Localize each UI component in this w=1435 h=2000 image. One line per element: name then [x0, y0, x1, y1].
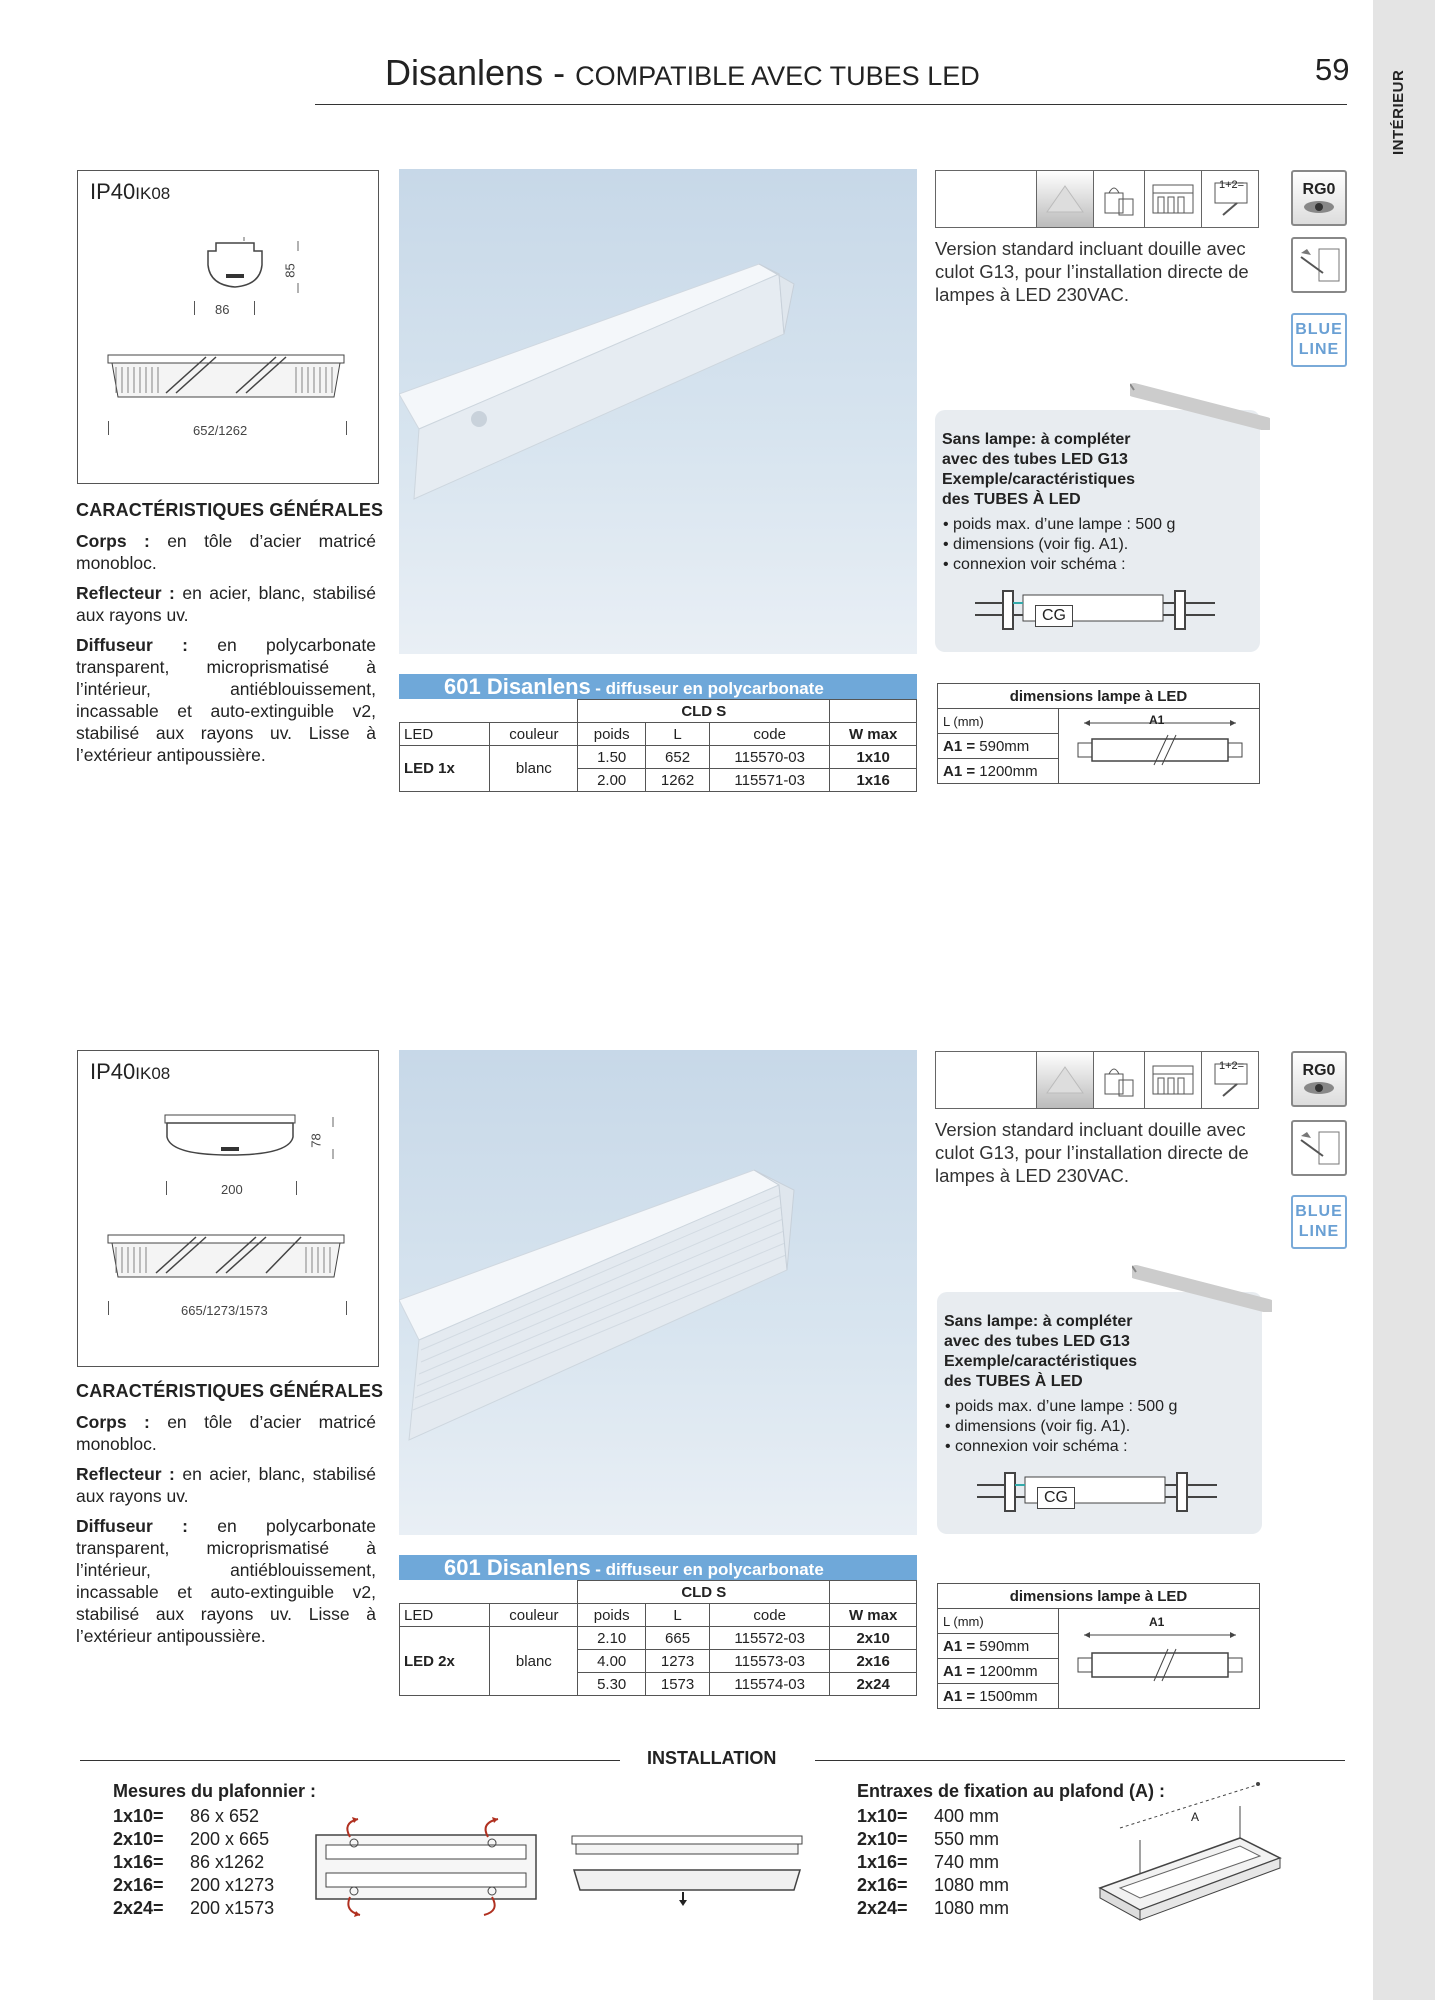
lamp-info-panel: [935, 410, 1260, 652]
width-tick-right: [296, 1181, 297, 1195]
lamp-info-title: Sans lampe: à compléter avec des tubes LED G13 Exemple/caractéristiques des TUBES À LED: [944, 1313, 1137, 1390]
features-heading: CARACTÉRISTIQUES GÉNÉRALES: [76, 500, 384, 520]
feature-reflector: Reflecteur : en acier, blanc, stabilisé aux rayons uv.: [76, 1464, 376, 1506]
length-tick-left: [108, 1301, 109, 1315]
product-1-drawing-box: [77, 170, 379, 484]
product-1-photo: [399, 169, 917, 654]
ip-rating: IP40IK08: [90, 1059, 171, 1084]
feature-diffuser: Diffuseur : en polycarbonate transparent, microprismatisé à l’intérieur, antiéblouissement, incassable et auto-extinguible v2, stabilisé aux rayons uv. Lisse à l’extérieur antipoussière.: [76, 635, 376, 765]
width-tick-left: [166, 1181, 167, 1195]
title-divider: [315, 104, 1347, 105]
installation-title: INSTALLATION: [647, 1748, 777, 1768]
length-tick-right: [346, 1301, 347, 1315]
mounting-diagram-top: [312, 1815, 542, 1920]
lamp-info-bullets: • poids max. d’une lampe : 500 g • dimensions (voir fig. A1). • connexion voir schéma :: [943, 516, 1176, 573]
lamp-dimension-table: dimensions lampe à LED L (mm) A1 A1 = 590mm A1 = 1200mm: [937, 683, 1260, 784]
section-drawing: [188, 231, 338, 321]
table-row: 4.00 1273 115573-03 2x16: [400, 1650, 917, 1673]
lamp-info-panel: [937, 1292, 1262, 1534]
triangle-icon: [1036, 170, 1094, 228]
table-row: 2.00 1262 115571-03 1x16: [400, 769, 917, 792]
table-row: LED 1x blanc 1.50 652 115570-03 1x10: [400, 746, 917, 769]
spec-table: CLD S LED couleur poids L code W max LED 1x blanc 1.50 652 115570-03 1x10 2.00 1262 115571-03 1x16: [399, 699, 917, 792]
feature-diffuser: Diffuseur : en polycarbonate transparent, microprismatisé à l’intérieur, antiéblouissement, incassable et auto-extinguible v2, stabilisé aux rayons uv. Lisse à l’extérieur antipoussière.: [76, 1516, 376, 1646]
school-icon: 1+2=: [1201, 1051, 1259, 1109]
rg0-eye-icon: RG0: [1291, 1051, 1347, 1107]
rg0-eye-icon: RG0: [1291, 170, 1347, 226]
blue-line-badge: BLUE LINE: [1291, 1195, 1347, 1249]
spec-table-header: 601 Disanlens - diffuseur en polycarbonate: [399, 1555, 917, 1580]
product-2-drawing-box: [77, 1050, 379, 1367]
product-2-photo: [399, 1050, 917, 1535]
spec-table-header: 601 Disanlens - diffuseur en polycarbonate: [399, 674, 917, 699]
application-icons: [935, 1051, 1258, 1109]
triangle-icon: [1036, 1051, 1094, 1109]
features-list: [76, 1411, 376, 1655]
lamp-info-title: Sans lampe: à compléter avec des tubes LED G13 Exemple/caractéristiques des TUBES À LED: [942, 431, 1135, 508]
installation-rule-left: [80, 1760, 620, 1761]
table-row: LED 2x blanc 2.10 665 115572-03 2x10: [400, 1627, 917, 1650]
feature-reflector: Reflecteur : en acier, blanc, stabilisé aux rayons uv.: [76, 583, 376, 625]
cg-label: CG: [1035, 605, 1073, 627]
led-tube-image: [1132, 1252, 1272, 1312]
section-drawing: [163, 1109, 363, 1189]
luminaire-image: [399, 1050, 917, 1535]
fixing-distances-list: Entraxes de fixation au plafond (A) : 1x10= 400 mm 2x10= 550 mm 1x16= 740 mm 2x16= 1080 mm 2x24= 1080 mm: [857, 1781, 1166, 1918]
installation-icon: [1291, 237, 1347, 293]
installation-rule-right: [815, 1760, 1345, 1761]
cg-label: CG: [1037, 1487, 1075, 1509]
height-dim: 78: [308, 1133, 324, 1148]
width-dim: 200: [221, 1182, 243, 1197]
length-tick-left: [108, 421, 109, 435]
led-tube-image: [1130, 370, 1270, 430]
ip-rating: IP40IK08: [90, 179, 171, 204]
side-band: [1373, 0, 1435, 2000]
blue-line-badge: BLUE LINE: [1291, 313, 1347, 367]
lamp-dimension-table: dimensions lampe à LED L (mm) A1 A1 = 590mm A1 = 1200mm A1 = 1500mm: [937, 1583, 1260, 1709]
school-icon: 1+2=: [1201, 170, 1259, 228]
mounting-diagram-side: [568, 1830, 808, 1910]
features-heading: CARACTÉRISTIQUES GÉNÉRALES: [76, 1381, 384, 1401]
luminaire-image: [399, 169, 917, 654]
spec-table: CLD S LED couleur poids L code W max LED 2x blanc 2.10 665 115572-03 2x10 4.00 1273 115573-03 2x16 5.30 1573 115574-03 2x24: [399, 1580, 917, 1696]
width-tick-left: [194, 301, 195, 315]
side-drawing: [106, 1229, 346, 1289]
width-tick-right: [254, 301, 255, 315]
section-label: INTÉRIEUR: [1390, 70, 1407, 156]
page-number: 59: [1315, 52, 1350, 87]
installation-icon: [1291, 1120, 1347, 1176]
length-dim: 652/1262: [193, 423, 248, 438]
store-icon: [1144, 170, 1202, 228]
blank-icon-cell: [935, 170, 1037, 228]
feature-body: Corps : en tôle d’acier matricé monobloc.: [76, 1412, 376, 1454]
blank-icon-cell: [935, 1051, 1037, 1109]
product-description: Version standard incluant douille avec culot G13, pour l’installation directe de lampes à LED 230VAC.: [935, 1119, 1249, 1186]
width-dim: 86: [215, 302, 230, 317]
fixing-diagram-label: A: [1191, 1810, 1200, 1824]
height-dim: 85: [282, 263, 298, 278]
shop-icon: [1093, 170, 1145, 228]
connection-diagram: [977, 1467, 1217, 1517]
fixing-diagram: [1090, 1778, 1290, 1928]
page-title: Disanlens - COMPATIBLE AVEC TUBES LED: [385, 52, 980, 93]
connection-diagram: [975, 585, 1215, 635]
store-icon: [1144, 1051, 1202, 1109]
length-dim: 665/1273/1573: [181, 1303, 268, 1318]
measures-list: Mesures du plafonnier : 1x10= 86 x 652 2x10= 200 x 665 1x16= 86 x1262 2x16= 200 x1273 2x24= 200 x1573: [113, 1781, 317, 1918]
lamp-info-bullets: • poids max. d’une lampe : 500 g • dimensions (voir fig. A1). • connexion voir schéma :: [945, 1398, 1178, 1455]
features-list: [76, 530, 376, 774]
table-row: 5.30 1573 115574-03 2x24: [400, 1673, 917, 1696]
feature-body: Corps : en tôle d’acier matricé monobloc.: [76, 531, 376, 573]
side-drawing: [106, 349, 346, 409]
product-description: Version standard incluant douille avec culot G13, pour l’installation directe de lampes à LED 230VAC.: [935, 238, 1249, 305]
shop-icon: [1093, 1051, 1145, 1109]
length-tick-right: [346, 421, 347, 435]
application-icons: [935, 170, 1258, 228]
